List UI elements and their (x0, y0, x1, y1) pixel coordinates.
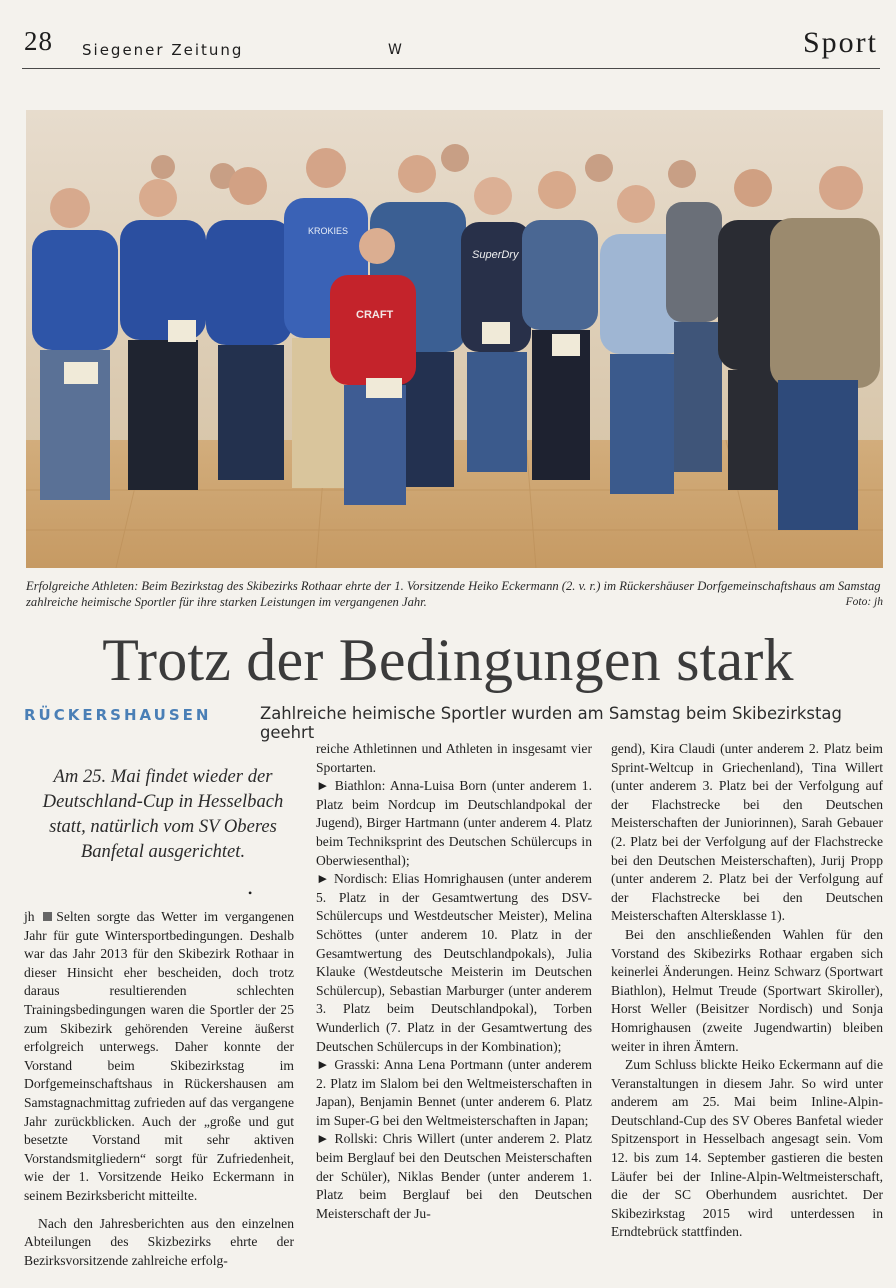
article-paragraph: Bei den anschließenden Wahlen für den Vorstand des Skibezirks Rothaar ergaben sich keinerlei Änderungen. Heinz Schwarz (Sportwart Biathlon), Helmut Treude (Sportwart Skiroller), Horst Weller (Beisitzer Nordisch) und Sonja Homrighausen (zweite Jugendwartin) bleiben weiter in ihren Ämtern. (611, 926, 883, 1054)
subheadline: Zahlreiche heimische Sportler wurden am Samstag beim Skibezirkstag geehrt (260, 704, 842, 742)
group-photo (26, 110, 883, 568)
caption-text: Erfolgreiche Athleten: Beim Bezirkstag des Skibezirks Rothaar ehrte der 1. Vorsitzende Heiko Eckermann (2. v. r.) im Rückershäuser Dorfgemeinschaftshaus am Samstag zahlreiche heimische Sportler für ihre starken Leistungen im vergangenen Jahr. (26, 579, 881, 609)
article-column-1 (24, 908, 294, 1270)
page-number: 28 (24, 26, 53, 56)
separator-dot: • (248, 886, 253, 900)
article-paragraph: gend), Kira Claudi (unter anderem 2. Platz beim Sprint-Weltcup in Griechenland), Tina Willert (unter anderem 3. Platz bei der Verfolgung auf der Flachstrecke bei den Deutschen Meisterschaften der Juniorinnen), Sarah Gebauer (2. Platz bei der Verfolgung auf der Flachstrecke bei den Deutschen Meisterschaften), Jurij Propp (unter anderem 2. Platz bei der Verfolgung auf der Flachstrecke bei den Deutschen Meisterschaften Altersklasse 1). (611, 741, 883, 924)
dateline: RÜCKERSHAUSEN (24, 706, 212, 724)
photo-caption (26, 578, 883, 610)
article-paragraph (24, 908, 294, 1206)
author-tag: jh (24, 909, 35, 924)
article-paragraph: ► Rollski: Chris Willert (unter anderem 2. Platz beim Berglauf bei den Deutschen Meisterschaften der Schüler), Niklas Bender (unter anderem 1. Platz beim Berglauf bei den Deutschen Meisterschaft der Ju- (316, 1131, 592, 1221)
article-paragraph: Zum Schluss blickte Heiko Eckermann auf die Veranstaltungen in diesem Jahr. So wird unter anderem am 25. Mai beim Inline-Alpin-Deutschland-Cup des SV Oberes Banfetal wieder Spitzensport in Hesselbach angesagt sein. Vom 12. bis zum 14. September gastieren die besten Läufer bei der Inline-Alpin-Weltmeisterschaft, die der SC Oberhundem ausrichtet. Der Skibezirkstag 2015 wird unterdessen in Erndtebrück stattfinden. (611, 1057, 883, 1240)
edition-letter: W (388, 42, 402, 58)
paragraph-text: Selten sorgte das Wetter im vergangenen Jahr für gute Wintersportbedingungen. Deshalb war das Jahr 2013 für den Skibezirk Rothaar in dieser Hinsicht eher bescheiden, doch trotz daraus resultierenden schlechten Trainingsbedingungen waren die Sportler der 25 zum Skibezirk gehörenden Vereine äußerst erfolgreich unterwegs. Daher konnte der Vorstand beim Skibezirkstag im Dorfgemeinschaftshaus in Rückershausen am Samstagnachmittag zufrieden auf das vergangene Jahr zurückblicken. Auch der „große und gut besetzte Vorstand mit sehr aktiven Vorstandsmitgliedern“ sorgt für Zufriedenheit, wie der 1. Vorsitzende Heiko Eckermann in seinem Bezirksbericht mitteilte. (24, 909, 294, 1203)
square-bullet-icon (43, 912, 52, 921)
pull-quote: Am 25. Mai findet wieder der Deutschland-Cup in Hesselbach statt, natürlich vom SV Oberes Banfetal ausgerichtet. (42, 766, 284, 862)
article-paragraph: ► Grasski: Anna Lena Portmann (unter anderem 2. Platz im Slalom bei den Weltmeisterschaften in Japan), Benjamin Bennet (unter anderem 6. Platz im Super-G bei den Weltmeisterschaften in Japan; (316, 1057, 592, 1128)
red-sweater-print: CRAFT (356, 309, 394, 321)
article-paragraph: Nach den Jahresberichten aus den einzelnen Abteilungen des Skizbezirks ehrte der Bezirksvorsitzende zahlreiche erfolg- (24, 1215, 294, 1268)
group-photo-illustration (26, 110, 883, 568)
article-headline: Trotz der Bedingungen stark (102, 627, 794, 693)
article-paragraph: ► Nordisch: Elias Homrighausen (unter anderem 5. Platz in der Gesamtwertung des DSV-Schülercups und Westdeutscher Meister), Melina Schöttes (unter anderem 10. Platz in der Gesamtwertung des Deutschlandpokals), Julia Klauke (Westdeutsche Meisterin im Deutschen Schülercup), Sebastian Marburger (unter anderem 3. Platz beim Deutschlandpokal), Torben Wunderlich (7. Platz in der Gesamtwertung des Deutschen Schülercups in der Kombination); (316, 871, 592, 1054)
article-column-2 (316, 740, 592, 1223)
newspaper-name: Siegener Zeitung (82, 41, 244, 59)
section-name: Sport (802, 26, 878, 59)
article-paragraph: reiche Athletinnen und Athleten in insgesamt vier Sportarten. (316, 741, 592, 775)
masthead (22, 22, 880, 69)
article-column-3 (611, 740, 883, 1242)
tshirt-print: KROKIES (308, 226, 349, 236)
shirt-print: SuperDry (472, 249, 519, 261)
photo-credit: Foto: jh (845, 596, 883, 608)
article-paragraph: ► Biathlon: Anna-Luisa Born (unter anderem 1. Platz beim Nordcup im Deutschlandpokal der Jugend), Birger Hartmann (unter anderem 4. Platz beim Techniksprint des Deutschen Schülercups in Oberwiesenthal); (316, 778, 592, 868)
